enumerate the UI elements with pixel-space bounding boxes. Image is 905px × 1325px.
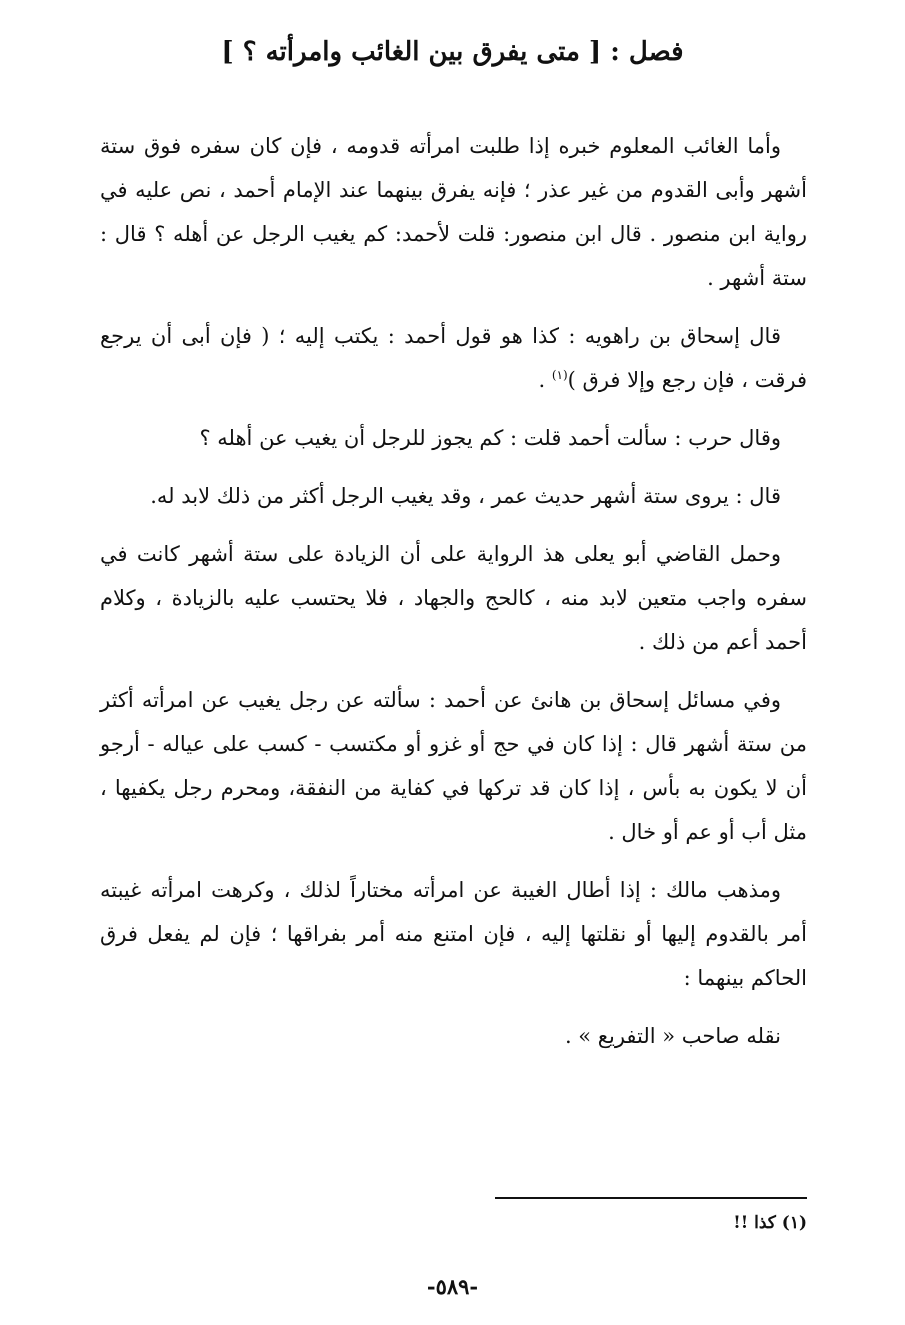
paragraph-tail: . xyxy=(538,368,552,392)
paragraph: وقال حرب : سألت أحمد قلت : كم يجوز للرجل أن يغيب عن أهله ؟ xyxy=(199,426,781,450)
footnote: (١) كذا !! xyxy=(733,1213,807,1233)
footnote-marker: (١) xyxy=(551,368,568,382)
paragraph: وأما الغائب المعلوم خبره إذا طلبت امرأته قدومه ، فإن كان سفره فوق ستة أشهر وأبى القدوم من غير عذر ؛ فإنه يفرق بينهما عند الإمام أحمد ، نص عليه في رواية ابن منصور . قال ابن منصور: قلت لأحمد: كم يغيب الرجل عن أهله ؟ قال : ستة أشهر . xyxy=(100,134,807,290)
paragraph-text: قال إسحاق بن راهويه : كذا هو قول أحمد : يكتب إليه ؛ ( فإن أبى أن يرجع فرقت ، فإن رجع وإلا فرق ) xyxy=(100,324,807,392)
footnote-divider xyxy=(495,1197,807,1199)
section-title: فصل : [ متى يفرق بين الغائب وامرأته ؟ ] xyxy=(221,37,684,67)
paragraph: قال : يروى ستة أشهر حديث عمر ، وقد يغيب الرجل أكثر من ذلك لابد له. xyxy=(150,484,781,508)
paragraph: وفي مسائل إسحاق بن هانئ عن أحمد : سألته عن رجل يغيب عن امرأته أكثر من ستة أشهر قال : إذا كان في حج أو غزو أو مكتسب - كسب على عياله - أرجو أن لا يكون به بأس ، إذا كان قد تركها في كفاية من النفقة، ومحرم رجل يكفيها ، مثل أب أو عم أو خال . xyxy=(100,688,807,844)
paragraph xyxy=(100,314,807,402)
paragraph: نقله صاحب « التفريع » . xyxy=(564,1024,781,1048)
page-number: -٥٨٩- xyxy=(426,1274,479,1299)
paragraph: وحمل القاضي أبو يعلى هذ الرواية على أن الزيادة على ستة أشهر كانت في سفره واجب متعين لابد منه ، كالحج والجهاد ، فلا يحتسب عليه بالزيادة ، وكلام أحمد أعم من ذلك . xyxy=(100,542,807,654)
paragraph: ومذهب مالك : إذا أطال الغيبة عن امرأته مختاراً لذلك ، وكرهت امرأته غيبته أمر بالقدوم إليها أو نقلتها إليه ، فإن امتنع منه أمر بفراقها ؛ فإن لم يفعل فرق الحاكم بينهما : xyxy=(100,878,807,990)
page-body xyxy=(100,124,807,1072)
